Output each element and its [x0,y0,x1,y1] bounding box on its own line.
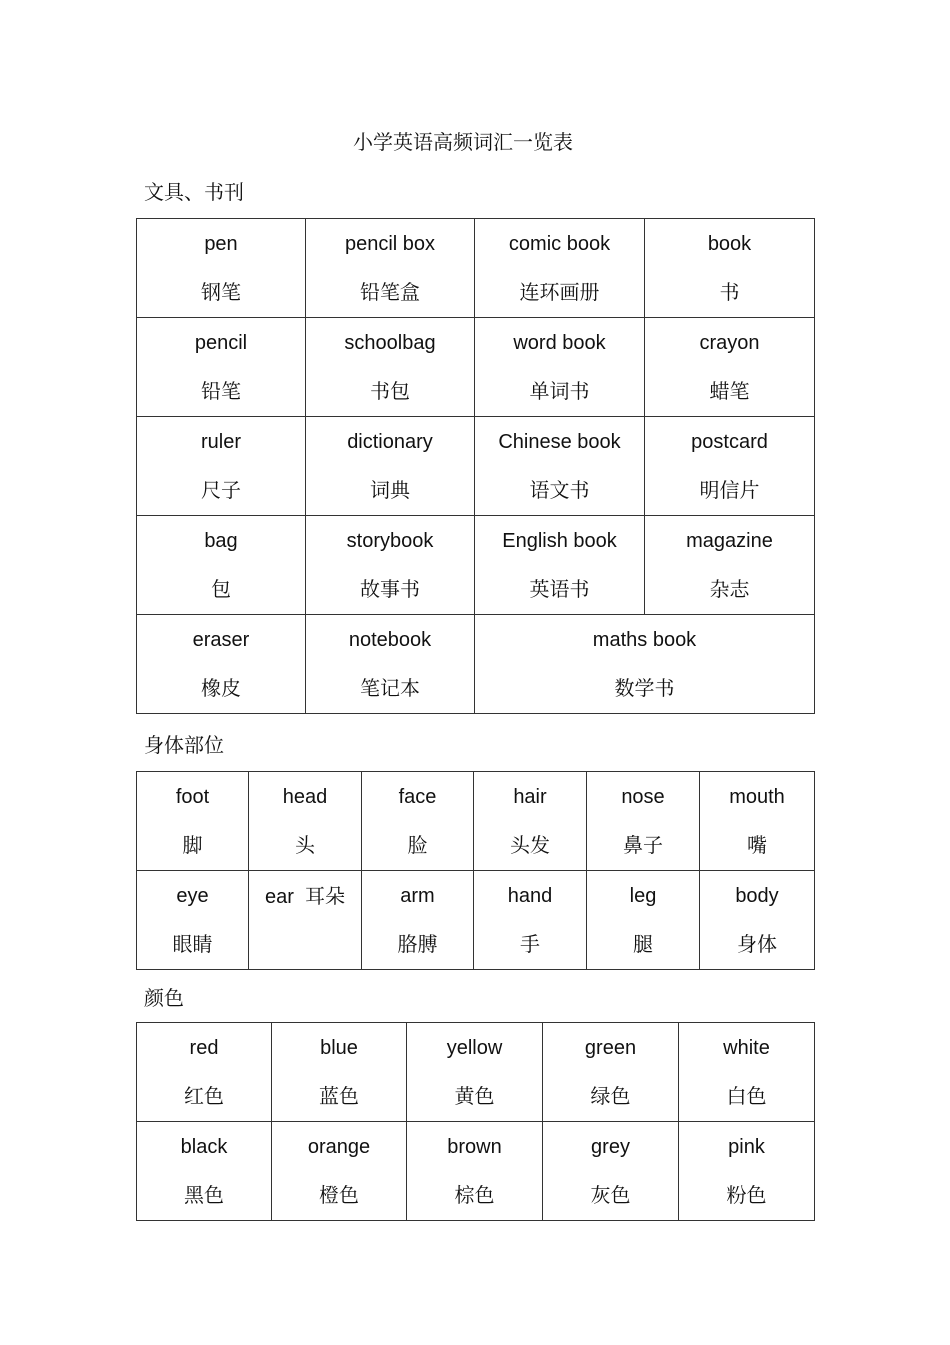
chinese-meaning: 黄色 [454,1084,495,1108]
english-word: notebook [348,629,432,651]
table-row [137,1122,815,1221]
english-word: yellow [446,1037,503,1059]
english-word: dictionary [347,431,433,453]
vocab-cell [272,1122,407,1221]
chinese-meaning: 灰色 [590,1183,631,1207]
chinese-meaning: 语文书 [529,478,590,502]
section-heading-colors: 颜色 [144,986,184,1010]
english-word: pencil box [344,233,436,255]
vocab-cell [645,219,815,318]
chinese-meaning: 身体 [737,932,777,956]
colors-vocab-table [136,1022,815,1221]
chinese-meaning: 橙色 [319,1183,359,1207]
chinese-meaning: 蓝色 [319,1084,359,1108]
chinese-meaning: 头发 [510,833,550,857]
table-row [137,772,815,871]
vocab-cell [306,318,475,417]
table-row [137,417,815,516]
vocab-cell [645,318,815,417]
vocab-cell [587,871,700,970]
english-word: head [282,786,328,808]
chinese-meaning: 绿色 [590,1084,631,1108]
chinese-meaning: 棕色 [454,1183,495,1207]
english-word: crayon [699,332,760,354]
chinese-meaning: 黑色 [184,1183,224,1207]
english-word: pen [204,233,238,255]
english-word: Chinese book [498,431,621,453]
english-word: hair [513,786,547,808]
english-word: magazine [686,530,773,552]
vocab-cell [362,871,474,970]
english-word: grey [591,1136,630,1158]
chinese-meaning: 白色 [726,1084,767,1108]
vocab-cell [475,219,645,318]
section-heading-stationery: 文具、书刊 [144,180,244,204]
page-title: 小学英语高频词汇一览表 [353,130,573,154]
chinese-meaning: 鼻子 [623,833,663,857]
chinese-meaning: 耳朵 [305,884,346,908]
vocab-cell [306,615,475,714]
chinese-meaning: 数学书 [614,676,675,700]
english-word: black [180,1136,228,1158]
english-word: English book [502,530,617,552]
english-word: book [707,233,752,255]
vocab-cell [306,516,475,615]
chinese-meaning: 明信片 [699,478,760,502]
english-word: bag [204,530,238,552]
table-row [137,1023,815,1122]
chinese-meaning: 粉色 [726,1183,767,1207]
english-word: blue [320,1037,358,1059]
vocab-cell [645,417,815,516]
vocab-cell [137,417,306,516]
english-word: face [398,786,437,808]
chinese-meaning: 笔记本 [360,676,420,700]
english-word: ear [264,886,294,908]
english-word: green [584,1037,637,1059]
table-row [137,219,815,318]
chinese-meaning: 眼睛 [172,932,213,956]
vocab-cell [362,772,474,871]
chinese-meaning: 杂志 [709,577,750,601]
chinese-meaning: 腿 [633,932,653,956]
vocab-cell [474,871,587,970]
table-row [137,516,815,615]
vocab-cell [474,772,587,871]
chinese-meaning: 包 [211,577,231,601]
vocab-cell [407,1122,543,1221]
english-word: postcard [691,431,768,453]
vocab-cell [645,516,815,615]
english-word: pink [728,1136,765,1158]
stationery-vocab-table [136,218,815,714]
vocab-cell [137,871,249,970]
chinese-meaning: 单词书 [529,379,590,403]
vocab-cell [137,516,306,615]
chinese-meaning: 钢笔 [201,280,241,304]
english-word: arm [400,885,435,907]
vocab-cell [137,615,306,714]
table-row [137,871,815,970]
vocab-cell [407,1023,543,1122]
english-word: eye [176,885,209,907]
english-word: ruler [200,431,241,453]
vocab-cell [475,615,815,714]
chinese-meaning: 连环画册 [519,280,600,304]
english-word-inline [249,883,361,909]
chinese-meaning: 头 [295,833,315,857]
vocab-cell [306,219,475,318]
chinese-meaning: 胳膊 [397,932,438,956]
vocab-cell [475,516,645,615]
vocab-cell [679,1122,815,1221]
chinese-meaning: 红色 [184,1084,224,1108]
chinese-meaning: 手 [520,932,540,956]
english-word: hand [507,885,553,907]
section-heading-body-parts: 身体部位 [144,733,224,757]
english-word: mouth [729,786,785,808]
english-word: schoolbag [344,332,436,354]
english-word: brown [447,1136,502,1158]
vocab-cell [137,1023,272,1122]
vocab-cell [137,1122,272,1221]
chinese-meaning: 铅笔 [201,379,241,403]
english-word: storybook [346,530,434,552]
vocab-cell [543,1122,679,1221]
chinese-meaning: 尺子 [201,478,241,502]
chinese-meaning: 嘴 [747,833,767,857]
vocab-cell [587,772,700,871]
chinese-meaning: 故事书 [360,577,420,601]
chinese-meaning: 书 [719,280,740,304]
vocab-cell [137,219,306,318]
chinese-meaning: 英语书 [529,577,590,601]
english-word: eraser [192,629,250,651]
chinese-meaning: 词典 [370,478,410,502]
vocab-cell [700,871,815,970]
english-word: word book [513,332,606,354]
english-word: foot [175,786,210,808]
body-parts-vocab-table [136,771,815,970]
table-row [137,615,815,714]
vocab-cell [475,318,645,417]
chinese-meaning: 脚 [182,833,203,857]
english-word: nose [621,786,665,808]
english-word: leg [629,885,657,907]
chinese-meaning: 脸 [407,833,428,857]
english-word: pencil [194,332,248,354]
chinese-meaning: 书包 [370,379,410,403]
vocab-cell [700,772,815,871]
vocab-cell [543,1023,679,1122]
vocab-cell [137,318,306,417]
chinese-meaning: 橡皮 [201,676,241,700]
vocab-cell [475,417,645,516]
vocab-cell [679,1023,815,1122]
english-word: comic book [508,233,611,255]
english-word: orange [307,1136,371,1158]
table-row [137,318,815,417]
vocab-cell [306,417,475,516]
english-word: maths book [592,629,697,651]
chinese-meaning: 蜡笔 [709,379,750,403]
vocab-cell [249,772,362,871]
english-word: white [723,1037,770,1059]
chinese-meaning: 铅笔盒 [360,280,420,304]
vocab-cell [272,1023,407,1122]
english-word: red [189,1037,219,1059]
vocab-cell [249,871,362,970]
vocab-cell [137,772,249,871]
english-word: body [735,885,779,907]
